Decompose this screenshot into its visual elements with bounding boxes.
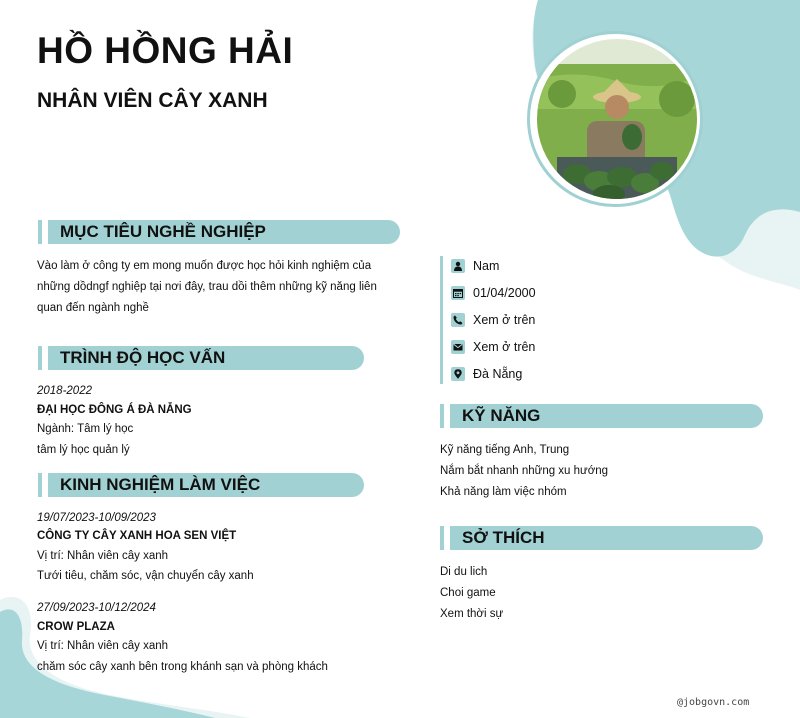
skill-item: Kỹ năng tiếng Anh, Trung bbox=[440, 444, 570, 456]
experience-period: 19/07/2023-10/09/2023 bbox=[37, 512, 156, 524]
experience-position: Vị trí: Nhân viên cây xanh bbox=[37, 550, 169, 562]
hobbies-heading: SỞ THÍCH bbox=[450, 526, 763, 550]
hobby-item: Xem thời sự bbox=[440, 608, 504, 620]
education-detail: tâm lý học quản lý bbox=[37, 444, 130, 456]
watermark-credit: @jobgovn.com bbox=[677, 697, 750, 708]
experience-description: Tưới tiêu, chăm sóc, vận chuyển cây xanh bbox=[37, 570, 254, 582]
phone-icon bbox=[451, 313, 465, 327]
skill-item: Khả năng làm việc nhóm bbox=[440, 486, 567, 498]
objective-heading: MỤC TIÊU NGHỀ NGHIỆP bbox=[48, 220, 400, 244]
education-period: 2018-2022 bbox=[37, 385, 92, 397]
experience-company: CÔNG TY CÂY XANH HOA SEN VIỆT bbox=[37, 530, 237, 542]
education-school: ĐẠI HỌC ĐÔNG Á ĐÀ NẴNG bbox=[37, 404, 192, 416]
experience-heading: KINH NGHIỆM LÀM VIỆC bbox=[48, 473, 364, 497]
experience-position: Vị trí: Nhân viên cây xanh bbox=[37, 640, 169, 652]
experience-period: 27/09/2023-10/12/2024 bbox=[37, 602, 156, 614]
person-icon bbox=[451, 259, 465, 273]
hobby-item: Di du lich bbox=[440, 566, 488, 578]
hobby-item: Choi game bbox=[440, 587, 496, 599]
job-title: NHÂN VIÊN CÂY XANH bbox=[37, 89, 268, 112]
mail-icon bbox=[451, 340, 465, 354]
skills-heading: KỸ NĂNG bbox=[450, 404, 763, 428]
location-pin-icon bbox=[451, 367, 465, 381]
calendar-icon bbox=[451, 286, 465, 300]
skill-item: Nắm bắt nhanh những xu hướng bbox=[440, 465, 609, 477]
education-heading: TRÌNH ĐỘ HỌC VẤN bbox=[48, 346, 364, 370]
candidate-name: HỒ HỒNG HẢI bbox=[37, 30, 294, 71]
contact-accent-bar bbox=[440, 256, 443, 384]
education-major: Ngành: Tâm lý học bbox=[37, 423, 134, 435]
experience-company: CROW PLAZA bbox=[37, 621, 115, 633]
experience-description: chăm sóc cây xanh bên trong khánh sạn và phòng khách bbox=[37, 661, 328, 673]
objective-text: Vào làm ở công ty em mong muốn được học hỏi kinh nghiệm của những dồdngf nghiệp tại nơi đây, trau dồi thêm những kỹ năng liên quan đến ngành nghề bbox=[37, 260, 377, 314]
profile-photo bbox=[537, 39, 697, 199]
